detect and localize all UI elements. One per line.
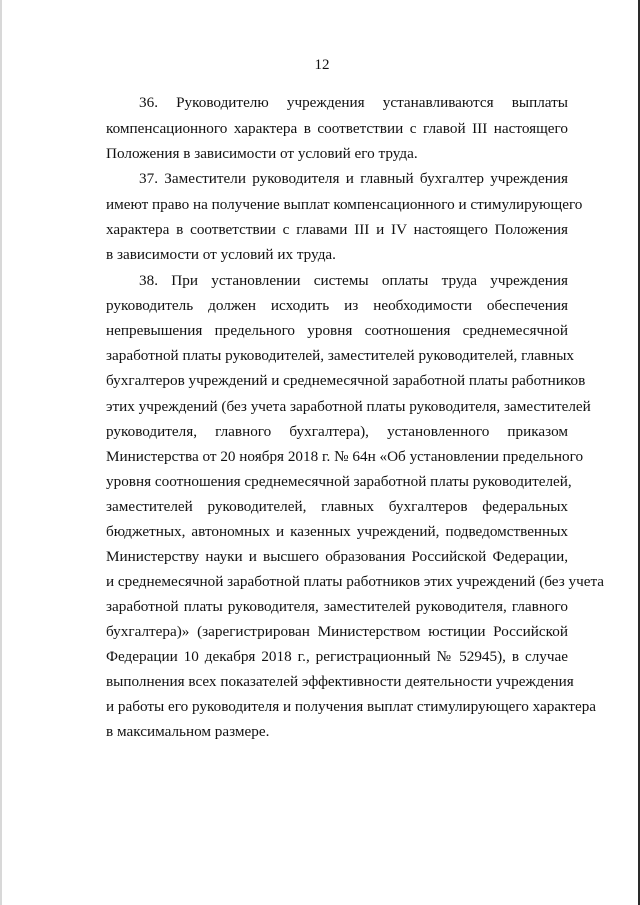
paragraph-38-line: бюджетных, автономных и казенных учреждений, подведомственных <box>106 523 568 540</box>
paragraph-38-line: руководителя, главного бухгалтера), установленного приказом <box>106 423 568 440</box>
paragraph-38-line: бухгалтера)» (зарегистрирован Министерством юстиции Российской <box>106 623 568 640</box>
paragraph-36-line: компенсационного характера в соответствии с главой III настоящего <box>106 120 568 137</box>
paragraph-38-line: Министерства от 20 ноября 2018 г. № 64н «Об установлении предельного <box>106 448 584 465</box>
paragraph-37-line: характера в соответствии с главами III и IV настоящего Положения <box>106 221 568 238</box>
paragraph-38-line: бухгалтеров учреждений и среднемесячной заработной платы работников <box>106 372 586 389</box>
paragraph-38-line: Федерации 10 декабря 2018 г., регистрационный № 52945), в случае <box>106 648 568 665</box>
paragraph-37-line: 37. Заместители руководителя и главный бухгалтер учреждения <box>139 170 568 187</box>
paragraph-38-line: заместителей руководителей, главных бухгалтеров федеральных <box>106 498 568 515</box>
paragraph-38-line: уровня соотношения среднемесячной заработной платы руководителей, <box>106 473 572 490</box>
paragraph-36-line: Положения в зависимости от условий его труда. <box>106 145 418 162</box>
paragraph-38-line: руководитель должен исходить из необходимости обеспечения <box>106 297 568 314</box>
paragraph-38-line: и работы его руководителя и получения выплат стимулирующего характера <box>106 698 597 715</box>
paragraph-38-line: и среднемесячной заработной платы работников этих учреждений (без учета <box>106 573 605 590</box>
paragraph-38-line: непревышения предельного уровня соотношения среднемесячной <box>106 322 568 339</box>
paragraph-38-line: выполнения всех показателей эффективности деятельности учреждения <box>106 673 574 690</box>
paragraph-38-line: 38. При установлении системы оплаты труда учреждения <box>139 272 568 289</box>
paragraph-37-line: в зависимости от условий их труда. <box>106 246 336 263</box>
page-number: 12 <box>314 57 330 73</box>
paragraph-38-line: заработной платы руководителя, заместителей руководителя, главного <box>106 598 568 615</box>
paragraph-38-line: в максимальном размере. <box>106 723 270 740</box>
paragraph-38-line: этих учреждений (без учета заработной платы руководителя, заместителей <box>106 398 591 415</box>
paragraph-36-line: 36. Руководителю учреждения устанавливаются выплаты <box>139 94 568 111</box>
paragraph-38-line: заработной платы руководителей, заместителей руководителей, главных <box>106 347 575 364</box>
paragraph-38-line: Министерству науки и высшего образования Российской Федерации, <box>106 548 568 565</box>
paragraph-37-line: имеют право на получение выплат компенсационного и стимулирующего <box>106 196 583 213</box>
